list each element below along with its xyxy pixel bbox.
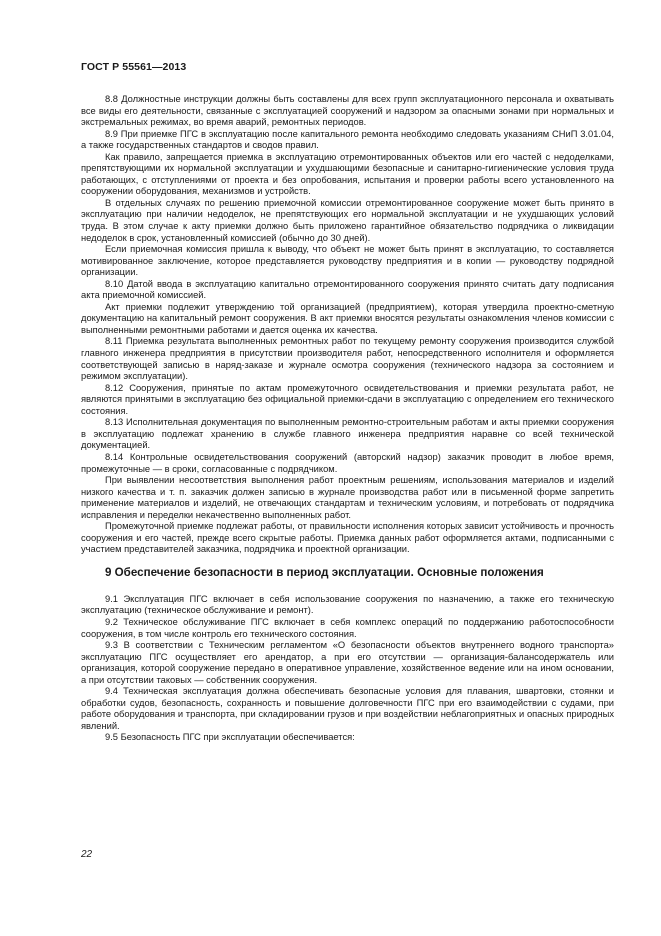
paragraph: 8.14 Контрольные освидетельствования сооружений (авторский надзор) заказчик проводит в любое время, промежуточные — в сроки, согласованные с подрядчиком. (81, 451, 614, 474)
paragraph: 9.3 В соответствии с Техническим регламентом «О безопасности объектов внутреннего водного транспорта» эксплуатацию ПГС осуществляет его арендатор, а при его отсутствии — организация-балансодержатель или организация, которой сооружение передано в оперативное управление, хозяйственное ведение или на ином основании, а при отсутствии таковых — собственник сооружения. (81, 640, 614, 685)
paragraph: 9.2 Техническое обслуживание ПГС включает в себя комплекс операций по поддержанию работоспособности сооружения, в том числе контроль его технического состояния. (81, 616, 614, 639)
paragraph: 8.10 Датой ввода в эксплуатацию капитально отремонтированного сооружения принято считать дату подписания акта приемочной комиссией. (81, 278, 614, 301)
page-number: 22 (81, 849, 93, 860)
paragraph: Если приемочная комиссия пришла к выводу, что объект не может быть принят в эксплуатацию, то составляется мотивированное заключение, которое представляется руководству предприятия и в копии — руководству подрядной организации. (81, 244, 614, 278)
paragraph: 9.1 Эксплуатация ПГС включает в себя использование сооружения по назначению, а также его техническую эксплуатацию (техническое обслуживание и ремонт). (81, 593, 614, 616)
paragraph: 9.4 Техническая эксплуатация должна обеспечивать безопасные условия для плавания, швартовки, стоянки и обработки судов, безопасность, сохранность и повышение долговечности ПГС при его взаимодействии с судами, при работе оборудования и транспорта, при складировании грузов и при воздействии неблагоприятных и опасных природных явлений. (81, 686, 614, 731)
section-heading: 9 Обеспечение безопасности в период эксплуатации. Основные положения (105, 565, 544, 579)
paragraph: 9.5 Безопасность ПГС при эксплуатации обеспечивается: (105, 732, 355, 743)
paragraph: При выявлении несоответствия выполнения работ проектным решениям, использования материалов и изделий низкого качества и т. п. заказчик должен записью в журнале производства работ или в письменной форме запретить применение материалов и изделий, не отвечающих стандартам и техническим условиям, и потребовать от подрядчика исправления и переделки некачественно выполненных работ. (81, 475, 614, 520)
document-body (81, 94, 614, 744)
paragraph: 8.13 Исполнительная документация по выполненным ремонтно-строительным работам и акты приемки сооружения в эксплуатацию подлежат хранению в службе главного инженера предприятия наравне со всей технической документацией. (81, 417, 614, 451)
paragraph: 8.12 Сооружения, принятые по актам промежуточного освидетельствования и приемки результата работ, не являются принятыми в эксплуатацию без официальной приемки-сдачи в эксплуатацию с определением его технического состояния. (81, 382, 614, 416)
paragraph: 8.11 Приемка результата выполненных ремонтных работ по текущему ремонту сооружения производится службой главного инженера предприятия в присутствии производителя работ, непосредственного исполнителя и оформляется соответствующей записью в наряд-заказе и журнале осмотра сооружения (технического надзора за состоянием и режимом эксплуатации). (81, 336, 614, 382)
paragraph: Акт приемки подлежит утверждению той организацией (предприятием), которая утвердила проектно-сметную документацию на капитальный ремонт сооружения. В акт приемки вносятся результаты ознакомления членов комиссии с выполненными ремонтными работами и дается оценка их качества. (81, 301, 614, 335)
standard-header: ГОСТ Р 55561—2013 (81, 61, 187, 73)
paragraph: 8.9 При приемке ПГС в эксплуатацию после капитального ремонта необходимо следовать указаниям СНиП 3.01.04, а также государственных стандартов и сводов правил. (81, 128, 614, 151)
paragraph: В отдельных случаях по решению приемочной комиссии отремонтированное сооружение может быть принято в эксплуатацию при наличии недоделок, не препятствующих его нормальной эксплуатации и не ухудшающих условий труда. В этом случае к акту приемки должно быть приложено гарантийное обязательство подрядчика о ликвидации недоделок в срок, установленный комиссией (обычно до 30 дней). (81, 197, 614, 243)
paragraph: Как правило, запрещается приемка в эксплуатацию отремонтированных объектов или его частей с недоделками, препятствующими их нормальной эксплуатации и ухудшающими безопасные и санитарно-гигиенические условия труда работающих, с отступлениями от проекта и без опробования, испытания и проверки работы всего установленного на сооружении оборудования, механизмов и устройств. (81, 151, 614, 197)
paragraph: Промежуточной приемке подлежат работы, от правильности исполнения которых зависит устойчивость и прочность сооружения и его частей, прежде всего скрытые работы. Приемка данных работ оформляется актами, подписанными с участием представителей заказчика, подрядчика и проектной организации. (81, 521, 614, 555)
paragraph: 8.8 Должностные инструкции должны быть составлены для всех групп эксплуатационного персонала и охватывать все виды его деятельности, связанные с эксплуатацией сооружений и надзором за опасными зонами при нормальных и экстремальных режимах, во время аварий, ремонтных периодов. (81, 94, 614, 128)
